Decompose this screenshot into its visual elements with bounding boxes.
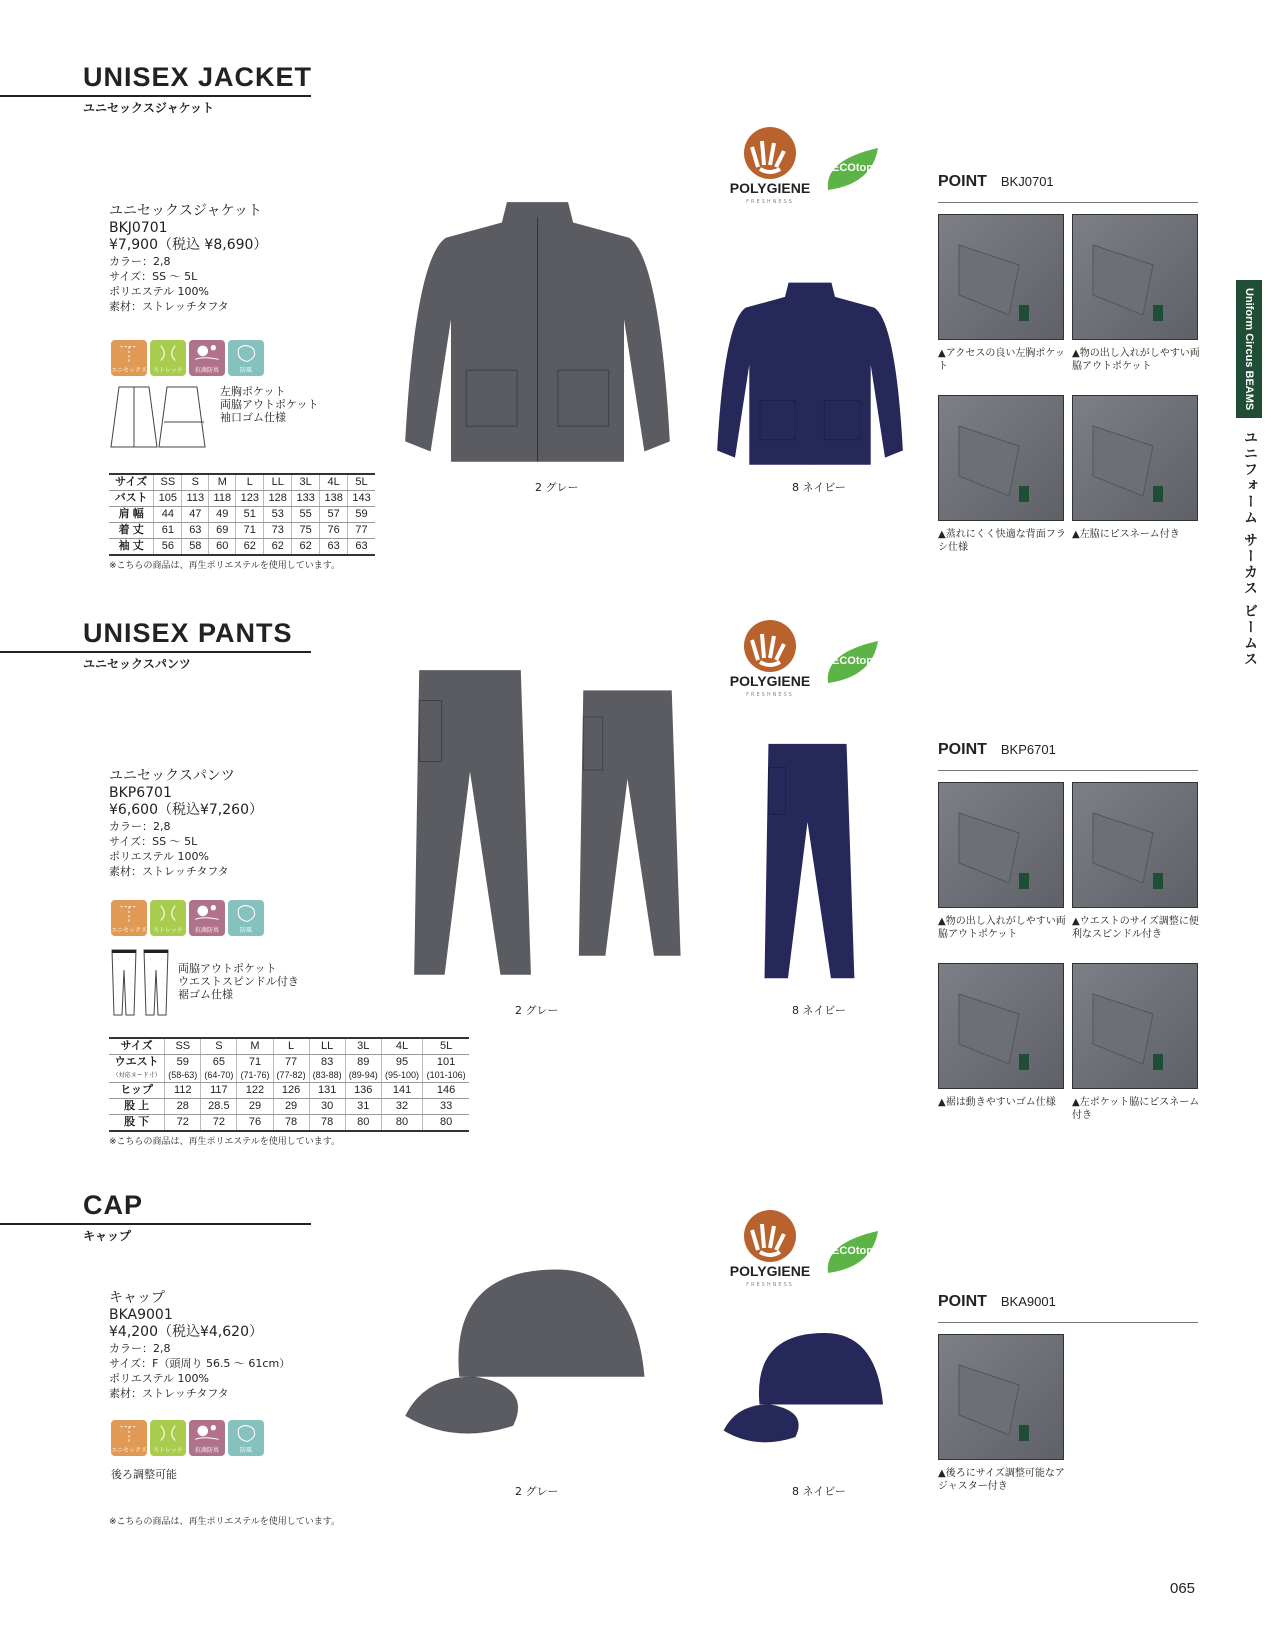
- feature-icon-label: ユニセックス: [111, 927, 147, 934]
- gray-jacket-photo: [395, 197, 680, 472]
- point-detail-photo: [938, 214, 1064, 340]
- table-cell: 133: [292, 491, 320, 507]
- cap-features: [111, 1468, 177, 1481]
- product-size: サイズ：SS ～ 5L: [109, 835, 198, 848]
- table-row: [109, 1038, 469, 1055]
- table-cell: 5L: [348, 474, 375, 491]
- table-cell: 71: [236, 523, 264, 539]
- feature-icon-label: 抗菌防臭: [194, 367, 219, 374]
- cap-recycled-note: ※こちらの商品は、再生ポリエステルを使用しています。: [109, 1517, 341, 1527]
- table-cell: SS: [165, 1038, 201, 1055]
- feature-icon-0: [111, 340, 147, 376]
- cap-color-label-navy: 8 ネイビー: [792, 1485, 846, 1498]
- table-cell: 63: [182, 523, 209, 539]
- table-cell: 47: [182, 507, 209, 523]
- svg-text:POLYGIENE: POLYGIENE: [729, 180, 811, 196]
- pants-section-title: UNISEX PANTS: [83, 618, 293, 648]
- feature-icon-3: [228, 1420, 264, 1456]
- navy-pants-photo: [740, 740, 875, 990]
- table-row: [109, 507, 375, 523]
- table-cell: 73: [264, 523, 292, 539]
- feature-icon-3: [228, 900, 264, 936]
- feature-icon-1: [150, 340, 186, 376]
- table-cell: (101-106): [423, 1069, 469, 1083]
- table-cell: 4L: [320, 474, 348, 491]
- point-detail-photo: [1072, 395, 1198, 521]
- point-detail-photo: [938, 395, 1064, 521]
- svg-text:POLYGIENE: POLYGIENE: [729, 673, 811, 689]
- feature-icon-label: ストレッチ: [153, 1447, 183, 1454]
- jacket-color-label-navy: 8 ネイビー: [792, 481, 846, 494]
- product-material: 素材：ストレッチタフタ: [109, 1387, 229, 1400]
- table-cell: 62: [292, 539, 320, 556]
- table-cell: 53: [264, 507, 292, 523]
- point-caption: ▲裾は動きやすいゴム仕様: [938, 1097, 1056, 1108]
- jacket-subtitle: ユニセックスジャケット: [83, 101, 215, 115]
- table-cell: バスト: [109, 491, 154, 507]
- table-cell: サイズ: [109, 1038, 165, 1055]
- table-cell: 着 丈: [109, 523, 154, 539]
- table-cell: 56: [154, 539, 182, 556]
- table-cell: ウエスト: [109, 1055, 165, 1070]
- point-detail-photo: [938, 963, 1064, 1089]
- table-cell: 32: [381, 1099, 422, 1115]
- product-color: カラー：2,8: [109, 820, 171, 833]
- feature-icon-label: ストレッチ: [153, 927, 183, 934]
- product-price: ¥4,200（税込¥4,620）: [109, 1324, 263, 1340]
- feature-icons: [111, 340, 264, 376]
- jacket-features: [220, 385, 318, 424]
- table-cell: 4L: [381, 1038, 422, 1055]
- table-cell: 3L: [292, 474, 320, 491]
- point-rule: [938, 770, 1198, 771]
- pants-color-label-navy: 8 ネイビー: [792, 1004, 846, 1017]
- product-code: BKJ0701: [109, 220, 168, 236]
- point-caption: ▲物の出し入れがしやすい両脇アウトポケット: [1072, 348, 1200, 372]
- jacket-size-table: [109, 473, 375, 556]
- brand-side-tab: [1236, 280, 1262, 418]
- table-row: [109, 1055, 469, 1070]
- jacket-color-label-gray: 2 グレー: [535, 481, 579, 494]
- table-cell: 3L: [345, 1038, 381, 1055]
- pants-table-block: [109, 1037, 469, 1148]
- table-cell: 83: [309, 1055, 345, 1070]
- jacket-table-block: [109, 473, 375, 572]
- table-cell: 122: [237, 1083, 273, 1099]
- point-detail-photo: [1072, 963, 1198, 1089]
- table-cell: (77-82): [273, 1069, 309, 1083]
- table-cell: 76: [237, 1115, 273, 1132]
- gray-cap-photo: [395, 1250, 660, 1445]
- table-cell: 105: [154, 491, 182, 507]
- table-cell: (83-88): [309, 1069, 345, 1083]
- pants-product-info: [109, 768, 263, 879]
- pants-size-table: [109, 1037, 469, 1132]
- feature-icon-1: [150, 900, 186, 936]
- gray-pants-back-photo: [570, 665, 685, 990]
- gray-pants-front-photo: [395, 665, 545, 990]
- point-caption: ▲ウエストのサイズ調整に便利なスピンドル付き: [1072, 916, 1199, 940]
- table-cell: 138: [320, 491, 348, 507]
- table-cell: LL: [264, 474, 292, 491]
- table-cell: 肩 幅: [109, 507, 154, 523]
- table-cell: M: [209, 474, 236, 491]
- jacket-product-info: [109, 203, 267, 314]
- table-cell: 股 上: [109, 1099, 165, 1115]
- point-caption: ▲蒸れにくく快適な背面フラシ仕様: [938, 529, 1066, 553]
- table-cell: 5L: [423, 1038, 469, 1055]
- product-code: BKA9001: [109, 1307, 173, 1323]
- feature-icon-label: ユニセックス: [111, 1447, 147, 1454]
- svg-text:FRESHNESS: FRESHNESS: [746, 692, 794, 698]
- table-cell: 72: [165, 1115, 201, 1132]
- feature-icon-label: ストレッチ: [153, 367, 183, 374]
- table-cell: ヒップ: [109, 1083, 165, 1099]
- table-cell: 30: [309, 1099, 345, 1115]
- table-row: [109, 523, 375, 539]
- table-cell: 33: [423, 1099, 469, 1115]
- navy-jacket-photo: [710, 278, 910, 473]
- table-cell: 131: [309, 1083, 345, 1099]
- feature-text: 袖口ゴム仕様: [220, 411, 286, 424]
- feature-icon-0: [111, 1420, 147, 1456]
- point-caption: ▲後ろにサイズ調整可能なアジャスター付き: [938, 1468, 1065, 1492]
- table-cell: 58: [182, 539, 209, 556]
- feature-icon-label: 防風: [239, 1447, 252, 1454]
- table-cell: 55: [292, 507, 320, 523]
- feature-icon-0: [111, 900, 147, 936]
- table-cell: 28.5: [201, 1099, 237, 1115]
- feature-icon-label: 防風: [239, 367, 252, 374]
- svg-text:POLYGIENE: POLYGIENE: [729, 1263, 811, 1279]
- product-price: ¥6,600（税込¥7,260）: [109, 802, 263, 818]
- feature-icon-2: [189, 340, 225, 376]
- feature-icon-label: 抗菌防臭: [194, 927, 219, 934]
- pants-recycled-note: ※こちらの商品は、再生ポリエステルを使用しています。: [109, 1137, 341, 1147]
- table-cell: 63: [348, 539, 375, 556]
- table-cell: 75: [292, 523, 320, 539]
- table-row: [109, 1069, 469, 1083]
- point-caption: ▲アクセスの良い左胸ポケット: [938, 348, 1065, 372]
- point-detail-photo: [938, 782, 1064, 908]
- table-cell: 123: [236, 491, 264, 507]
- pants-subtitle: ユニセックスパンツ: [83, 657, 191, 671]
- table-cell: 76: [320, 523, 348, 539]
- table-cell: 49: [209, 507, 236, 523]
- feature-text: 両脇アウトポケット: [178, 962, 277, 975]
- table-row: [109, 539, 375, 556]
- table-cell: 股 下: [109, 1115, 165, 1132]
- product-name: キャップ: [109, 1290, 165, 1306]
- table-cell: (71-76): [237, 1069, 273, 1083]
- cap-point-header: POINT BKA9001: [938, 1293, 1056, 1310]
- cap-table-block: [109, 1512, 340, 1528]
- pants-color-label-gray: 2 グレー: [515, 1004, 559, 1017]
- table-cell: (95-100): [381, 1069, 422, 1083]
- table-cell: 78: [273, 1115, 309, 1132]
- table-cell: 袖 丈: [109, 539, 154, 556]
- product-fabric: ポリエステル 100%: [109, 285, 209, 298]
- table-cell: (89-94): [345, 1069, 381, 1083]
- table-cell: SS: [154, 474, 182, 491]
- table-cell: 80: [345, 1115, 381, 1132]
- svg-text:ECOtopia: ECOtopia: [832, 162, 883, 174]
- table-cell: 59: [348, 507, 375, 523]
- jacket-section-title: UNISEX JACKET: [83, 62, 313, 92]
- pants-features: [178, 962, 299, 1001]
- table-cell: 51: [236, 507, 264, 523]
- table-cell: 95: [381, 1055, 422, 1070]
- table-cell: 72: [201, 1115, 237, 1132]
- product-fabric: ポリエステル 100%: [109, 1372, 209, 1385]
- table-cell: 141: [381, 1083, 422, 1099]
- cap-section-title: CAP: [83, 1190, 144, 1220]
- table-cell: 62: [264, 539, 292, 556]
- pants-certification-logos: [720, 618, 900, 708]
- point-caption: ▲物の出し入れがしやすい両脇アウトポケット: [938, 916, 1066, 940]
- table-cell: L: [273, 1038, 309, 1055]
- svg-text:FRESHNESS: FRESHNESS: [746, 1282, 794, 1288]
- pants-title-rule: [0, 651, 311, 653]
- table-cell: 77: [348, 523, 375, 539]
- table-cell: 59: [165, 1055, 201, 1070]
- table-cell: 143: [348, 491, 375, 507]
- table-cell: 128: [264, 491, 292, 507]
- product-fabric: ポリエステル 100%: [109, 850, 209, 863]
- product-price: ¥7,900（税込 ¥8,690）: [109, 237, 268, 253]
- cap-color-label-gray: 2 グレー: [515, 1485, 559, 1498]
- table-cell: LL: [309, 1038, 345, 1055]
- product-color: カラー：2,8: [109, 1342, 171, 1355]
- table-row: [109, 1083, 469, 1099]
- point-detail-photo: [938, 1334, 1064, 1460]
- table-cell: サイズ: [109, 474, 154, 491]
- table-cell: 29: [273, 1099, 309, 1115]
- brand-side-tab-label: Uniform Circus BEAMS: [1243, 287, 1255, 411]
- feature-text: 後ろ調整可能: [111, 1468, 177, 1481]
- point-caption: ▲左ポケット脇にピスネーム付き: [1072, 1097, 1200, 1121]
- feature-text: 両脇アウトポケット: [220, 398, 319, 411]
- table-cell: S: [182, 474, 209, 491]
- point-caption: ▲左脇にピスネーム付き: [1072, 529, 1180, 540]
- table-cell: 113: [182, 491, 209, 507]
- table-cell: 117: [201, 1083, 237, 1099]
- feature-icon-3: [228, 340, 264, 376]
- product-material: 素材：ストレッチタフタ: [109, 865, 229, 878]
- table-cell: 57: [320, 507, 348, 523]
- point-detail-photo: [1072, 782, 1198, 908]
- table-cell: 80: [423, 1115, 469, 1132]
- table-cell: 112: [165, 1083, 201, 1099]
- table-cell: L: [236, 474, 264, 491]
- table-cell: (64-70): [201, 1069, 237, 1083]
- feature-icon-2: [189, 1420, 225, 1456]
- jacket-flat-drawing: [109, 382, 214, 452]
- cap-title-rule: [0, 1223, 311, 1225]
- feature-text: ウエストスピンドル付き: [178, 975, 299, 988]
- table-cell: 78: [309, 1115, 345, 1132]
- svg-text:ECOtopia: ECOtopia: [832, 1245, 883, 1257]
- table-cell: 126: [273, 1083, 309, 1099]
- navy-cap-photo: [715, 1320, 895, 1450]
- table-cell: 44: [154, 507, 182, 523]
- table-cell: 63: [320, 539, 348, 556]
- feature-icon-label: ユニセックス: [111, 367, 147, 374]
- product-name: ユニセックスジャケット: [109, 203, 262, 219]
- brand-side-jp: ユニフォーム サーカス ビームス: [1242, 430, 1258, 668]
- product-color: カラー：2,8: [109, 255, 171, 268]
- table-cell: 31: [345, 1099, 381, 1115]
- table-cell: 69: [209, 523, 236, 539]
- product-material: 素材：ストレッチタフタ: [109, 300, 229, 313]
- table-row: [109, 491, 375, 507]
- table-cell: 71: [237, 1055, 273, 1070]
- point-detail-photo: [1072, 214, 1198, 340]
- jacket-recycled-note: ※こちらの商品は、再生ポリエステルを使用しています。: [109, 561, 341, 571]
- table-cell: 118: [209, 491, 236, 507]
- jacket-title-rule: [0, 95, 311, 97]
- table-cell: 146: [423, 1083, 469, 1099]
- pants-flat-drawing: [109, 945, 174, 1020]
- cap-product-info: [109, 1290, 290, 1401]
- table-row: [109, 1115, 469, 1132]
- point-rule: [938, 202, 1198, 203]
- cap-subtitle: キャップ: [83, 1229, 132, 1243]
- table-cell: 29: [237, 1099, 273, 1115]
- table-cell: 65: [201, 1055, 237, 1070]
- product-name: ユニセックスパンツ: [109, 768, 235, 784]
- jacket-point-header: POINT BKJ0701: [938, 173, 1054, 190]
- table-cell: 89: [345, 1055, 381, 1070]
- point-rule: [938, 1322, 1198, 1323]
- table-cell: M: [237, 1038, 273, 1055]
- svg-text:FRESHNESS: FRESHNESS: [746, 199, 794, 205]
- page-number: 065: [1170, 1580, 1196, 1597]
- jacket-certification-logos: [720, 125, 900, 215]
- feature-icon-label: 防風: [239, 927, 252, 934]
- table-row: [109, 474, 375, 491]
- table-cell: （対応ヌード寸）: [109, 1069, 165, 1083]
- svg-text:ECOtopia: ECOtopia: [832, 655, 883, 667]
- product-size: サイズ：F（頭周り 56.5 ～ 61cm）: [109, 1357, 291, 1370]
- table-cell: 101: [436, 1056, 456, 1068]
- table-cell: S: [201, 1038, 237, 1055]
- table-cell: 60: [209, 539, 236, 556]
- feature-icon-label: 抗菌防臭: [194, 1447, 219, 1454]
- table-cell: 136: [345, 1083, 381, 1099]
- product-size: サイズ：SS ～ 5L: [109, 270, 198, 283]
- table-cell: 77: [273, 1055, 309, 1070]
- table-cell: 80: [381, 1115, 422, 1132]
- table-cell: 61: [154, 523, 182, 539]
- cap-certification-logos: [720, 1208, 900, 1298]
- feature-text: 左胸ポケット: [220, 385, 286, 398]
- feature-icons: [111, 1420, 264, 1456]
- table-cell: (58-63): [165, 1069, 201, 1083]
- feature-text: 裾ゴム仕様: [178, 988, 233, 1001]
- table-row: [109, 1099, 469, 1115]
- feature-icon-1: [150, 1420, 186, 1456]
- pants-point-header: POINT BKP6701: [938, 741, 1056, 758]
- table-cell: 62: [236, 539, 264, 556]
- product-code: BKP6701: [109, 785, 172, 801]
- table-cell: 28: [165, 1099, 201, 1115]
- feature-icons: [111, 900, 264, 936]
- feature-icon-2: [189, 900, 225, 936]
